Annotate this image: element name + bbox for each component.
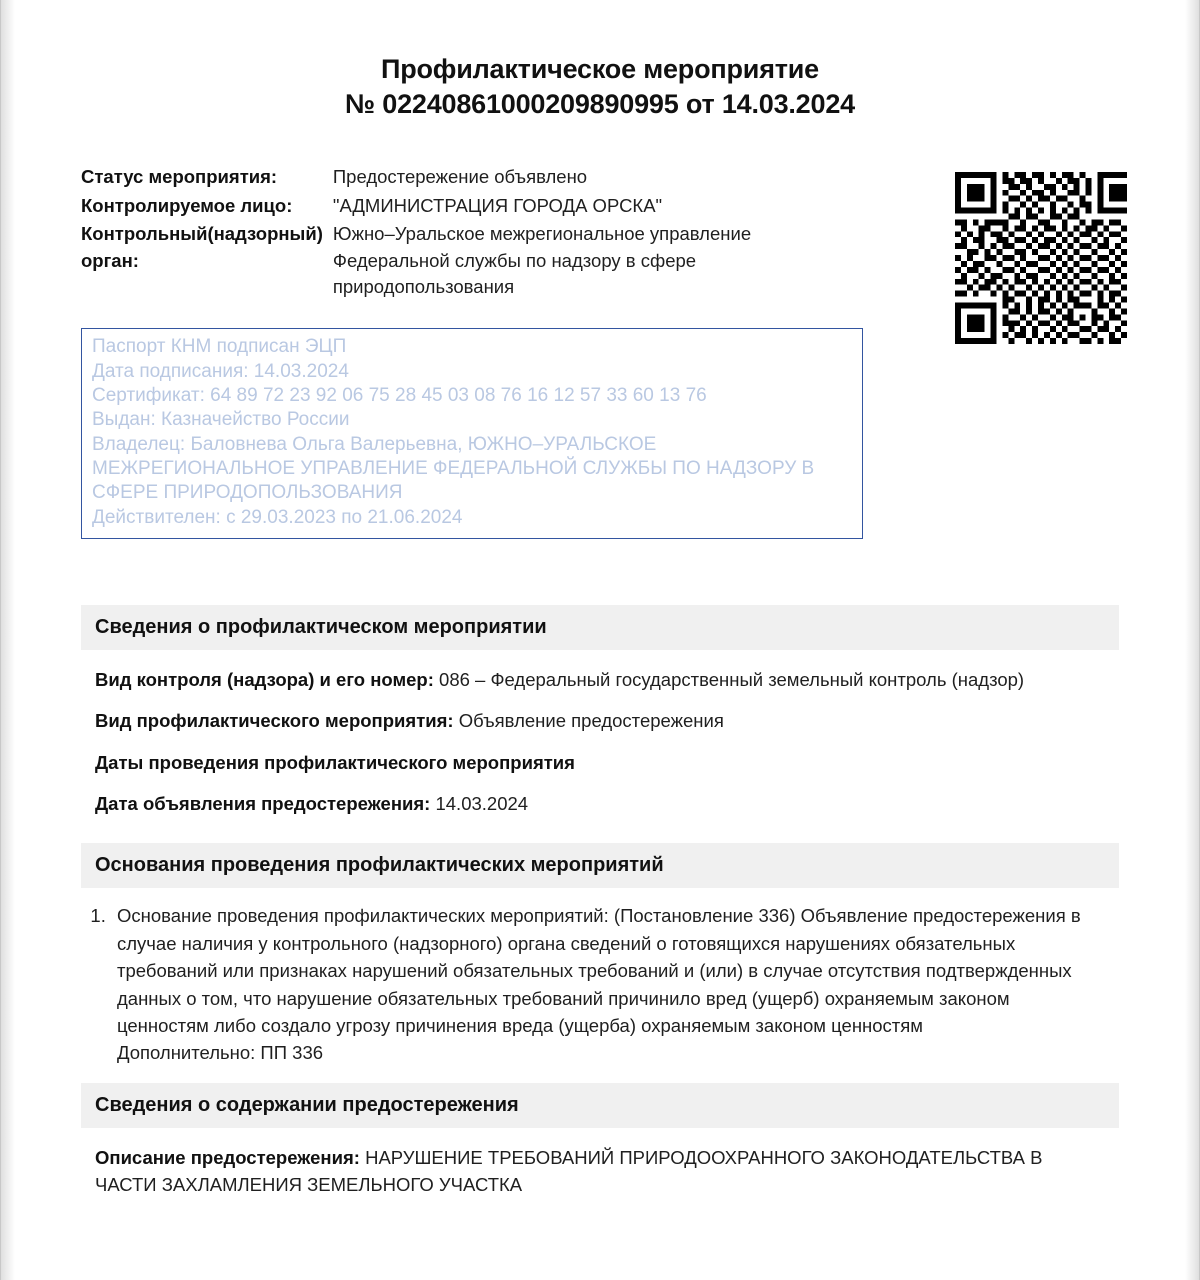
- field-label: Даты проведения профилактического мероприятия: [95, 751, 575, 773]
- meta-table: [81, 164, 841, 302]
- meta-label-supervisory-body: Контрольный(надзорный) орган:: [81, 223, 323, 271]
- field-label: Описание предостережения:: [95, 1146, 366, 1168]
- section-heading-content: Сведения о содержании предостережения: [81, 1083, 1119, 1128]
- signature-line: Владелец: Баловнева Ольга Валерьевна, ЮЖНО–УРАЛЬСКОЕ МЕЖРЕГИОНАЛЬНОЕ УПРАВЛЕНИЕ ФЕДЕРАЛЬНОЙ СЛУЖБЫ ПО НАДЗОРУ В СФЕРЕ ПРИРОДОПОЛЬЗОВАНИЯ: [92, 433, 820, 504]
- signature-line: Паспорт КНМ подписан ЭЦП: [92, 336, 347, 358]
- meta-value-controlled-person: "АДМИНИСТРАЦИЯ ГОРОДА ОРСКА": [332, 194, 663, 216]
- meta-value-status: Предостережение объявлено: [332, 166, 588, 188]
- document-content: [1, 0, 1199, 1198]
- field-value: 14.03.2024: [435, 793, 529, 815]
- field-control-type: [95, 666, 1105, 693]
- meta-table-body: [81, 164, 841, 302]
- title-line-1: Профилактическое мероприятие: [380, 54, 819, 84]
- field-preventive-measure-type: [95, 707, 1105, 734]
- page-title: [81, 0, 1119, 122]
- signature-line: Выдан: Казначейство России: [92, 409, 350, 431]
- field-warning-description: [95, 1144, 1105, 1199]
- field-label: Вид профилактического мероприятия:: [95, 710, 459, 732]
- grounds-list: [81, 902, 1119, 1066]
- meta-label-status: Статус мероприятия:: [81, 166, 278, 188]
- section-heading-info: Сведения о профилактическом мероприятии: [81, 605, 1119, 650]
- ground-extra: Дополнительно: ПП 336: [117, 1042, 324, 1064]
- list-item: [111, 902, 1105, 1066]
- field-label: Дата объявления предостережения:: [95, 793, 436, 815]
- qr-code-icon: [955, 172, 1127, 344]
- signature-line: Дата подписания: 14.03.2024: [92, 360, 349, 382]
- meta-label-controlled-person: Контролируемое лицо:: [81, 194, 293, 216]
- signature-line: Сертификат: 64 89 72 23 92 06 75 28 45 03 08 76 16 12 57 33 60 13 76: [92, 385, 707, 407]
- table-row: [81, 193, 841, 221]
- ground-text: Основание проведения профилактических мероприятий: (Постановление 336) Объявление предостережения в случае наличия у контрольного (надзорного) органа сведений о готовящихся нарушениях обязательных требований или признаках нарушений обязательных требований и (или) в случае отсутствия подтвержденных данных о том, что нарушение обязательных требований причинило вред (ущерб) охраняемым законом ценностям либо создало угрозу причинения вреда (ущерба) охраняемым законом ценностям: [117, 905, 1081, 1036]
- field-value: 086 – Федеральный государственный земельный контроль (надзор): [439, 668, 1025, 690]
- digital-signature-box: [81, 328, 863, 539]
- field-label: Вид контроля (надзора) и его номер:: [95, 668, 440, 690]
- meta-section: [81, 164, 1119, 302]
- table-row: [81, 221, 841, 302]
- title-line-2: № 02240861000209890995 от 14.03.2024: [345, 89, 855, 120]
- field-announcement-date: [95, 790, 1105, 817]
- meta-value-supervisory-body: Южно–Уральское межрегиональное управление Федеральной службы по надзору в сфере природопользования: [332, 223, 752, 297]
- field-value: Объявление предостережения: [458, 710, 724, 732]
- section-heading-grounds: Основания проведения профилактических мероприятий: [81, 843, 1119, 888]
- signature-line: Действителен: с 29.03.2023 по 21.06.2024: [92, 506, 463, 528]
- field-measure-dates: [95, 749, 1105, 776]
- info-fields: [81, 666, 1119, 818]
- table-row: [81, 164, 841, 192]
- field-value: НАРУШЕНИЕ ТРЕБОВАНИЙ ПРИРОДООХРАННОГО ЗАКОНОДАТЕЛЬСТВА В ЧАСТИ ЗАХЛАМЛЕНИЯ ЗЕМЕЛЬНОГО УЧАСТКА: [95, 1146, 1043, 1196]
- content-fields: [81, 1144, 1119, 1199]
